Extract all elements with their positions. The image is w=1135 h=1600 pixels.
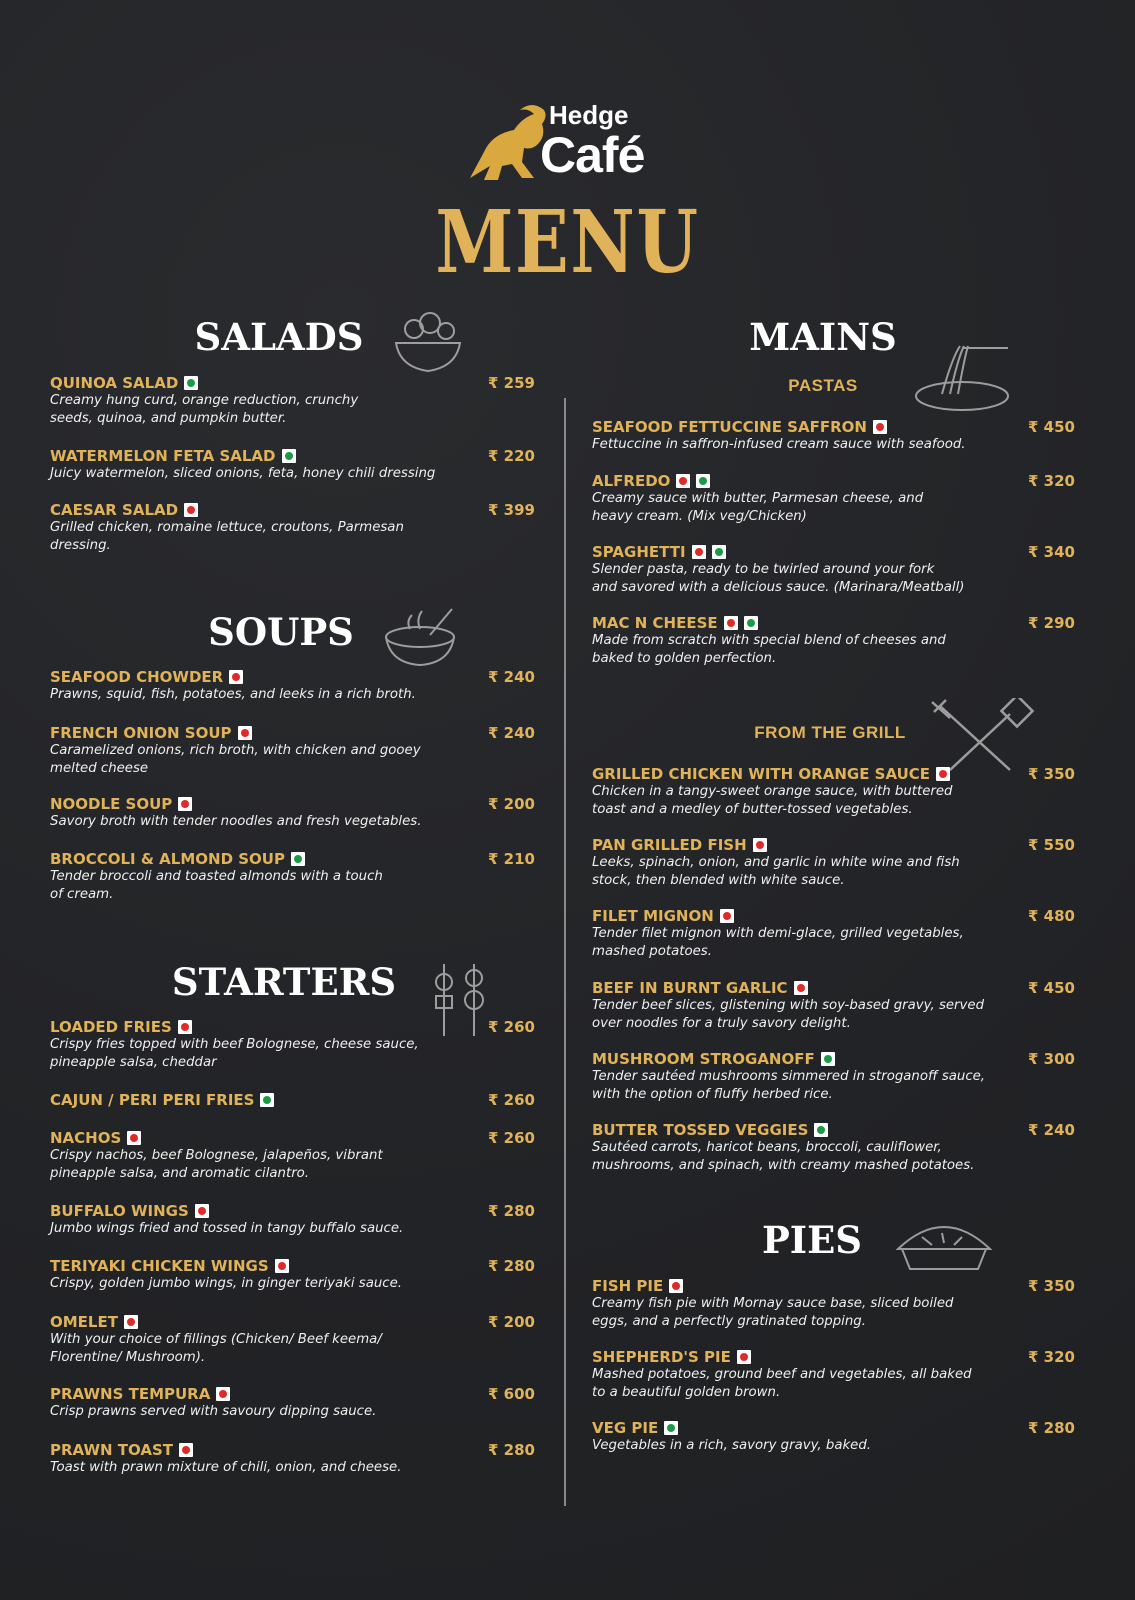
non-veg-indicator-icon [179,1443,193,1457]
menu-item-price: ₹ 280 [488,1202,535,1220]
menu-item-name: PRAWNS TEMPURA [50,1385,211,1403]
menu-item-name: FRENCH ONION SOUP [50,724,232,742]
menu-item-name-row [50,1441,401,1459]
menu-item [592,418,966,454]
menu-item-name-row [592,418,966,436]
menu-item-price: ₹ 550 [1028,836,1075,854]
menu-item-name-row [592,1348,972,1366]
menu-item-description: Made from scratch with special blend of cheeses and baked to golden perfection. [592,633,946,666]
non-veg-indicator-icon [794,981,808,995]
menu-item [592,1277,953,1331]
section-title-soups: SOUPS [208,610,354,654]
veg-indicator-icon [696,474,710,488]
menu-item-name-row [592,1419,871,1437]
veg-indicator-icon [712,545,726,559]
skewers-icon [430,960,490,1040]
menu-item-name-row [50,501,404,519]
menu-item-name: BROCCOLI & ALMOND SOUP [50,850,285,868]
menu-item [50,1257,402,1293]
menu-item-name: MUSHROOM STROGANOFF [592,1050,815,1068]
menu-item-name: CAESAR SALAD [50,501,179,519]
non-veg-indicator-icon [238,726,252,740]
menu-item-description: Toast with prawn mixture of chili, onion, and cheese. [50,1460,402,1475]
menu-item-name: CAJUN / PERI PERI FRIES [50,1091,255,1109]
menu-item-name-row [50,447,435,465]
non-veg-indicator-icon [178,1020,192,1034]
non-veg-indicator-icon [216,1387,230,1401]
menu-item-name: BUFFALO WINGS [50,1202,189,1220]
menu-item-name: FISH PIE [592,1277,664,1295]
non-veg-indicator-icon [195,1204,209,1218]
menu-item [50,795,421,831]
menu-item [592,907,964,961]
menu-item-description: Crispy, golden jumbo wings, in ginger teriyaki sauce. [50,1276,402,1291]
menu-item-description: Jumbo wings fried and tossed in tangy buffalo sauce. [50,1221,404,1236]
menu-item-description: Savory broth with tender noodles and fresh vegetables. [50,814,422,829]
non-veg-indicator-icon [275,1259,289,1273]
menu-item-name: SPAGHETTI [592,543,686,561]
menu-item-price: ₹ 450 [1028,979,1075,997]
menu-item-name-row [50,1202,403,1220]
menu-item [592,1121,974,1175]
menu-item [592,1348,972,1402]
menu-item-description: Tender beef slices, glistening with soy-based gravy, served over noodles for a truly savory delight. [592,998,985,1031]
subsection-title-grill: FROM THE GRILL [754,723,906,742]
non-veg-indicator-icon [692,545,706,559]
menu-item-name-row [50,850,383,868]
menu-item-description: Tender broccoli and toasted almonds with a touch of cream. [50,869,383,902]
menu-item-price: ₹ 480 [1028,907,1075,925]
menu-item-price: ₹ 290 [1028,614,1075,632]
menu-item [50,668,416,704]
menu-item-name-row [592,1277,953,1295]
menu-item-price: ₹ 600 [488,1385,535,1403]
veg-indicator-icon [814,1123,828,1137]
menu-item [592,765,952,819]
menu-item [592,1050,985,1104]
menu-item [50,1018,419,1072]
menu-item-name-row [592,472,923,490]
menu-item-description: Juicy watermelon, sliced onions, feta, honey chili dressing [50,466,436,481]
menu-title: MENU [435,192,700,293]
menu-item-price: ₹ 300 [1028,1050,1075,1068]
section-title-mains: MAINS [749,315,897,359]
menu-item-name-row [592,543,964,561]
menu-item-price: ₹ 320 [1028,1348,1075,1366]
menu-item-price: ₹ 340 [1028,543,1075,561]
menu-item [50,374,358,428]
menu-item [592,836,960,890]
menu-item-name-row [50,1257,402,1275]
non-veg-indicator-icon [124,1315,138,1329]
menu-item-price: ₹ 280 [1028,1419,1075,1437]
pasta-plate-icon [912,338,1012,418]
menu-item-price: ₹ 210 [488,850,535,868]
menu-item-name-row [50,1313,382,1331]
menu-item-name: SEAFOOD FETTUCCINE SAFFRON [592,418,867,436]
pie-icon [892,1215,996,1275]
menu-item [592,614,946,668]
menu-item-name-row [50,795,421,813]
menu-item-name: SHEPHERD'S PIE [592,1348,731,1366]
menu-item [50,1313,382,1367]
non-veg-indicator-icon [936,767,950,781]
brand-line2: Café [540,127,645,183]
menu-item-description: Slender pasta, ready to be twirled around your fork and savored with a delicious sauce. (Marinara/Meatball) [592,562,965,595]
menu-item [50,724,421,778]
non-veg-indicator-icon [720,909,734,923]
menu-item-name-row [50,1018,419,1036]
menu-item-description: With your choice of fillings (Chicken/ Beef keema/ Florentine/ Mushroom). [50,1332,382,1365]
menu-item-description: Tender filet mignon with demi-glace, grilled vegetables, mashed potatoes. [592,926,964,959]
menu-item-name: VEG PIE [592,1419,659,1437]
menu-item [50,1129,383,1183]
non-veg-indicator-icon [127,1131,141,1145]
menu-item-description: Chicken in a tangy-sweet orange sauce, with buttered toast and a medley of butter-tossed vegetables. [592,784,953,817]
menu-item-price: ₹ 200 [488,1313,535,1331]
menu-item-name: QUINOA SALAD [50,374,179,392]
menu-item-description: Creamy hung curd, orange reduction, crunchy seeds, quinoa, and pumpkin butter. [50,393,359,426]
menu-item-price: ₹ 350 [1028,765,1075,783]
menu-item-name-row [50,668,416,686]
menu-item-name: OMELET [50,1313,118,1331]
menu-item-description: Crispy fries topped with beef Bolognese, cheese sauce, pineapple salsa, cheddar [50,1037,419,1070]
menu-item-name-row [592,979,984,997]
menu-item [50,1202,403,1238]
menu-item-price: ₹ 240 [1028,1121,1075,1139]
menu-item-description: Crispy nachos, beef Bolognese, jalapeños, vibrant pineapple salsa, and aromatic cilantro. [50,1148,383,1181]
menu-item [50,850,383,904]
menu-item-description: Crisp prawns served with savoury dipping sauce. [50,1404,377,1419]
menu-item-description: Grilled chicken, romaine lettuce, croutons, Parmesan dressing. [50,520,404,553]
section-title-pies: PIES [761,1218,863,1262]
menu-item-name: FILET MIGNON [592,907,714,925]
non-veg-indicator-icon [724,616,738,630]
menu-item-price: ₹ 450 [1028,418,1075,436]
menu-item-description: Creamy sauce with butter, Parmesan cheese, and heavy cream. (Mix veg/Chicken) [592,491,924,524]
menu-item-price: ₹ 280 [488,1257,535,1275]
menu-item-price: ₹ 200 [488,795,535,813]
menu-item [592,472,923,526]
menu-item [50,1091,274,1109]
menu-item-description: Mashed potatoes, ground beef and vegetables, all baked to a beautiful golden brown. [592,1367,972,1400]
menu-item-name-row [50,1091,274,1109]
menu-item-name: BEEF IN BURNT GARLIC [592,979,788,997]
veg-indicator-icon [291,852,305,866]
menu-item-price: ₹ 260 [488,1129,535,1147]
non-veg-indicator-icon [229,670,243,684]
soup-bowl-icon [380,605,460,670]
menu-item-name-row [592,1050,985,1068]
menu-item-name-row [592,614,946,632]
menu-item-name: PRAWN TOAST [50,1441,174,1459]
menu-item-price: ₹ 260 [488,1018,535,1036]
veg-indicator-icon [184,376,198,390]
menu-item-name: SEAFOOD CHOWDER [50,668,224,686]
menu-item-name-row [50,1129,383,1147]
menu-item-description: Sautéed carrots, haricot beans, broccoli, cauliflower, mushrooms, and spinach, with creamy mashed potatoes. [592,1140,975,1173]
menu-item-name: WATERMELON FETA SALAD [50,447,276,465]
menu-item-name: LOADED FRIES [50,1018,172,1036]
menu-item [592,979,984,1033]
non-veg-indicator-icon [178,797,192,811]
menu-item [592,543,964,597]
column-divider [564,398,566,1506]
menu-item-price: ₹ 399 [488,501,535,519]
menu-item-name: PAN GRILLED FISH [592,836,747,854]
section-title-salads: SALADS [194,315,364,359]
menu-item-name-row [50,724,421,742]
menu-item-name-row [50,1385,376,1403]
veg-indicator-icon [664,1421,678,1435]
menu-item-name: MAC N CHEESE [592,614,718,632]
non-veg-indicator-icon [753,838,767,852]
menu-item-description: Caramelized onions, rich broth, with chicken and gooey melted cheese [50,743,421,776]
non-veg-indicator-icon [669,1279,683,1293]
menu-item-description: Leeks, spinach, onion, and garlic in white wine and fish stock, then blended with white sauce. [592,855,960,888]
menu-item-description: Creamy fish pie with Mornay sauce base, sliced boiled eggs, and a perfectly gratinated topping. [592,1296,954,1329]
non-veg-indicator-icon [676,474,690,488]
subsection-title-pastas: PASTAS [788,376,858,395]
section-title-starters: STARTERS [171,960,397,1004]
menu-item-price: ₹ 259 [488,374,535,392]
menu-item [50,447,435,483]
menu-item-name: BUTTER TOSSED VEGGIES [592,1121,809,1139]
menu-item [50,1441,401,1477]
menu-item-price: ₹ 240 [488,724,535,742]
menu-item-name: NACHOS [50,1129,122,1147]
menu-item-name: NOODLE SOUP [50,795,173,813]
non-veg-indicator-icon [873,420,887,434]
menu-item-price: ₹ 350 [1028,1277,1075,1295]
menu-item-name-row [592,836,960,854]
menu-item-description: Fettuccine in saffron-infused cream sauce with seafood. [592,437,966,452]
non-veg-indicator-icon [737,1350,751,1364]
menu-item-name: TERIYAKI CHICKEN WINGS [50,1257,269,1275]
menu-item-description: Prawns, squid, fish, potatoes, and leeks in a rich broth. [50,687,416,702]
menu-item-price: ₹ 320 [1028,472,1075,490]
menu-item-name-row [592,765,952,783]
menu-item-price: ₹ 220 [488,447,535,465]
menu-item-price: ₹ 280 [488,1441,535,1459]
menu-item-name-row [592,1121,974,1139]
menu-item-description: Tender sautéed mushrooms simmered in stroganoff sauce, with the option of fluffy herbed rice. [592,1069,986,1102]
menu-item-name-row [592,907,964,925]
menu-item-description: Vegetables in a rich, savory gravy, baked. [592,1438,872,1453]
veg-indicator-icon [282,449,296,463]
non-veg-indicator-icon [184,503,198,517]
menu-item-price: ₹ 260 [488,1091,535,1109]
veg-indicator-icon [744,616,758,630]
menu-item [592,1419,871,1455]
menu-item-price: ₹ 240 [488,668,535,686]
brand-line1: Hedge [549,100,629,130]
veg-indicator-icon [260,1093,274,1107]
menu-item-name: GRILLED CHICKEN WITH ORANGE SAUCE [592,765,931,783]
menu-item-name: ALFREDO [592,472,671,490]
menu-item [50,501,404,555]
veg-indicator-icon [821,1052,835,1066]
menu-item [50,1385,376,1421]
menu-item-name-row [50,374,358,392]
salad-bowl-icon [392,305,464,377]
